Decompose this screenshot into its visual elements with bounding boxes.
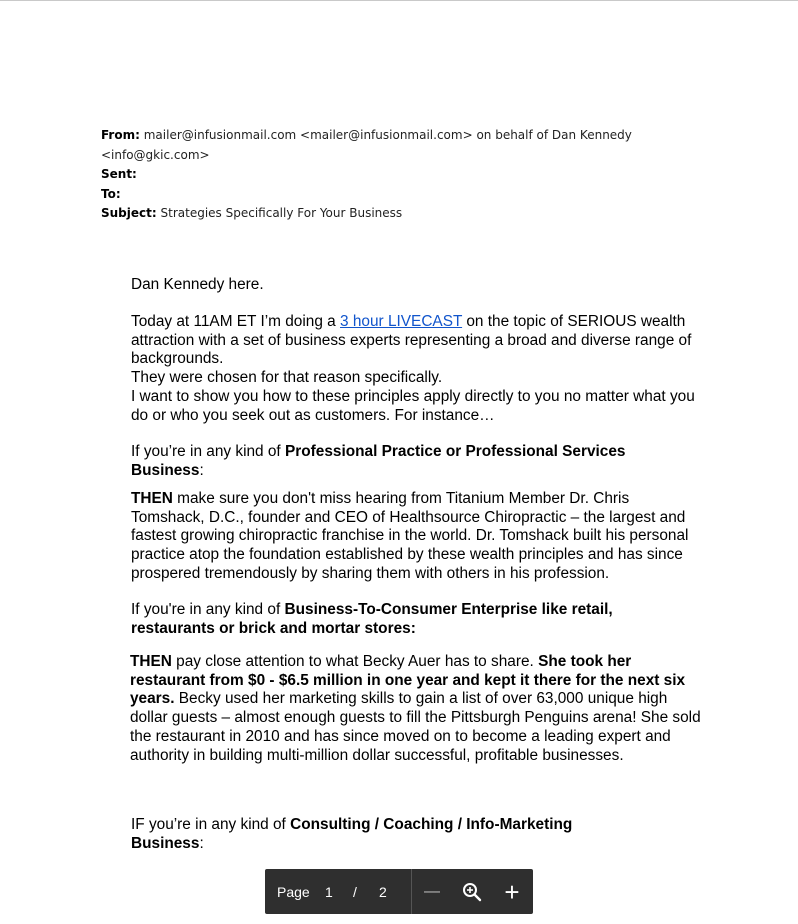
pp-bold: Professional Practice or Professional Services Business xyxy=(131,443,626,479)
zoom-in-icon: + xyxy=(504,876,520,907)
pp-colon: : xyxy=(199,461,204,479)
pdf-toolbar xyxy=(265,869,533,914)
livecast-line xyxy=(131,313,711,369)
greeting: Dan Kennedy here. xyxy=(131,276,264,293)
current-page-input[interactable]: 1 xyxy=(325,883,333,900)
zoom-icon xyxy=(462,882,482,902)
consulting-bold: Consulting / Coaching / Info-Marketing xyxy=(290,816,573,833)
zoom-out-button[interactable] xyxy=(412,869,452,914)
consulting-line-1 xyxy=(131,816,711,835)
paragraph-tomshack xyxy=(131,490,706,584)
tomshack-then: THEN xyxy=(131,490,173,507)
becky-then: THEN xyxy=(130,653,172,670)
becky-text-2: Becky used her marketing skills to gain a list of over 63,000 unique high dollar guests – almost enough guests to fill the Pittsburgh Penguins arena! She sold the restaurant in 2010 and has since moved on to become a leading expert and authority in building multi-million dollar successful, profitable businesses. xyxy=(130,690,701,764)
zoom-fit-button[interactable] xyxy=(452,869,492,914)
from-label: From: xyxy=(101,128,140,142)
from-value: mailer@infusionmail.com <mailer@infusionmail.com> on behalf of Dan Kennedy <info@gkic.com> xyxy=(101,128,632,162)
consulting-line-2 xyxy=(131,835,711,854)
becky-text-1: pay close attention to what Becky Auer has to share. xyxy=(171,653,539,670)
livecast-line-3: I want to show you how to these principles apply directly to you no matter what you do or who you seek out as customers. For instance… xyxy=(131,387,695,424)
livecast-link[interactable]: 3 hour LIVECAST xyxy=(340,313,463,330)
subject-label: Subject: xyxy=(101,206,157,220)
b2c-bold: Business-To-Consumer Enterprise like retail, restaurants or brick and mortar stores: xyxy=(131,601,613,637)
consulting-text: IF you’re in any kind of xyxy=(131,816,291,833)
subject-value: Strategies Specifically For Your Business xyxy=(160,206,403,220)
consulting-business: Business xyxy=(131,834,200,852)
b2c-text: If you're in any kind of xyxy=(131,601,285,618)
consulting-colon: : xyxy=(199,834,204,852)
livecast-line-2: They were chosen for that reason specifically. xyxy=(131,369,443,387)
total-pages: 2 xyxy=(379,883,387,900)
page-indicator xyxy=(265,869,389,914)
paragraph-becky xyxy=(130,653,702,765)
paragraph-b2c xyxy=(131,601,671,638)
page-separator: / xyxy=(353,883,357,900)
to-label: To: xyxy=(101,186,121,201)
paragraph-professional-practice xyxy=(131,443,671,480)
to-line xyxy=(101,185,661,205)
subject-line xyxy=(101,204,661,224)
email-header xyxy=(101,126,661,224)
from-line xyxy=(101,126,661,165)
livecast-text-before: Today at 11AM ET I’m doing a xyxy=(131,313,341,330)
sent-label: Sent: xyxy=(101,167,137,181)
pp-text: If you’re in any kind of xyxy=(131,443,285,460)
tomshack-text: make sure you don't miss hearing from Titanium Member Dr. Chris Tomshack, D.C., founder and CEO of Healthsource Chiropractic – the largest and fastest growing chiropractic franchise in the world. Dr. Tomshack built his personal practice atop the foundation established by these wealth principles and has since prospered tremendously by sharing them with others in his profession. xyxy=(131,490,689,582)
top-border xyxy=(0,0,798,1)
becky-bold: She took her restaurant from $0 - $6.5 million in one year and kept it there for the next six years. xyxy=(130,653,686,708)
zoom-out-icon: — xyxy=(424,882,440,900)
paragraph-livecast xyxy=(131,313,711,425)
page-label: Page xyxy=(277,883,310,900)
zoom-in-button[interactable] xyxy=(492,869,532,914)
sent-line xyxy=(101,165,661,185)
paragraph-consulting xyxy=(131,816,711,853)
livecast-text-after: on the topic of SERIOUS wealth attraction with a set of business experts representing a broad and diverse range of backgrounds. xyxy=(131,313,692,368)
